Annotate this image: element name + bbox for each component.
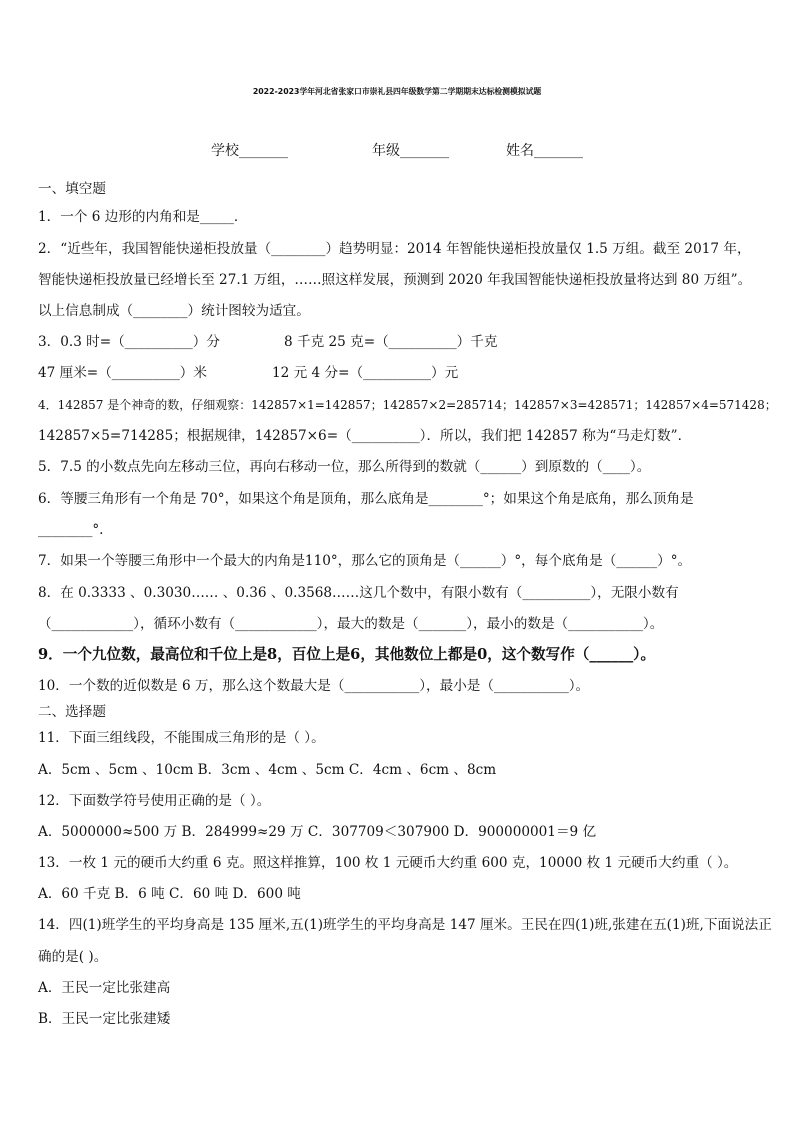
question-2-line-1: 2．“近些年，我国智能快递柜投放量（________）趋势明显：2014 年智能快递柜投放量仅 1.5 万组。截至 2017 年， [38,241,751,257]
question-2-line-3: 以上信息制成（________）统计图较为适宜。 [38,303,310,319]
name-field: 姓名_______ [506,143,583,159]
page-title: 2022-2023学年河北省张家口市崇礼县四年级数学第二学期期末达标检测模拟试题 [252,87,542,96]
question-1: 1．一个 6 边形的内角和是_____． [38,209,248,225]
question-8-line-2: （____________），循环小数有（____________），最大的数是（_______），最小的数是（___________）。 [38,616,664,632]
question-12: 12．下面数学符号使用正确的是（ ）。 [38,793,271,809]
question-12-options: A．5000000≈500 万 B．284999≈29 万 C．307709＜307900 D．900000001＝9 亿 [38,824,597,840]
section-choice-heading: 二、选择题 [38,704,106,720]
school-field: 学校_______ [211,143,288,159]
question-3-part-2: 8 千克 25 克=（__________）千克 [284,334,498,350]
question-13-options: A．60 千克 B．6 吨 C．60 吨 D．600 吨 [38,886,301,902]
question-13: 13．一枚 1 元的硬币大约重 6 克。照这样推算，100 枚 1 元硬币大约重 600 克，10000 枚 1 元硬币大约重（ ）。 [38,855,738,871]
question-3-part-3: 47 厘米=（__________）米 [38,365,207,381]
question-3-part-1: 3．0.3 时=（__________）分 [38,334,220,350]
question-6-line-1: 6．等腰三角形有一个角是 70°，如果这个角是顶角，那么底角是________°；如果这个角是底角，那么顶角是 [38,491,694,507]
question-7: 7．如果一个等腰三角形中一个最大的内角是110°，那么它的顶角是（______）°，每个底角是（______）°。 [38,553,692,569]
question-4-line-2: 142857×5=714285；根据规律，142857×6=（__________）．所以，我们把 142857 称为“马走灯数”． [38,428,692,444]
question-10: 10．一个数的近似数是 6 万，那么这个数最大是（___________），最小是（___________）。 [38,678,590,694]
question-11: 11．下面三组线段，不能围成三角形的是（ ）。 [38,730,325,746]
question-5: 5．7.5 的小数点先向左移动三位，再向右移动一位，那么所得到的数就（______）到原数的（____）。 [38,459,651,475]
question-6-line-2: ________°. [38,522,104,538]
question-14-option-a: A．王民一定比张建高 [38,980,171,996]
question-14-line-2: 确的是( )。 [38,949,108,965]
section-fill-heading: 一、填空题 [38,181,106,197]
question-2-line-2: 智能快递柜投放量已经增长至 27.1 万组，……照这样发展，预测到 2020 年我国智能快递柜投放量将达到 80 万组”。 [38,272,752,288]
grade-field: 年级_______ [372,143,449,159]
question-14-option-b: B．王民一定比张建矮 [38,1011,171,1027]
question-14-line-1: 14．四(1)班学生的平均身高是 135 厘米,五(1)班学生的平均身高是 147 厘米。王民在四(1)班,张建在五(1)班,下面说法正 [38,917,772,933]
question-4-line-1: 4．142857 是个神奇的数，仔细观察：142857×1=142857；142857×2=285714；142857×3=428571；142857×4=571428； [38,398,777,412]
question-11-options: A．5cm 、5cm 、10cm B．3cm 、4cm 、5cm C．4cm 、6cm 、8cm [38,762,497,778]
question-8-line-1: 8．在 0.3333 、0.3030…… 、0.36 、0.3568……这几个数中，有限小数有（__________），无限小数有 [38,585,679,601]
question-9: 9．一个九位数，最高位和千位上是8，百位上是6，其他数位上都是0，这个数写作（______）。 [38,646,656,663]
question-3-part-4: 12 元 4 分=（__________）元 [272,365,459,381]
